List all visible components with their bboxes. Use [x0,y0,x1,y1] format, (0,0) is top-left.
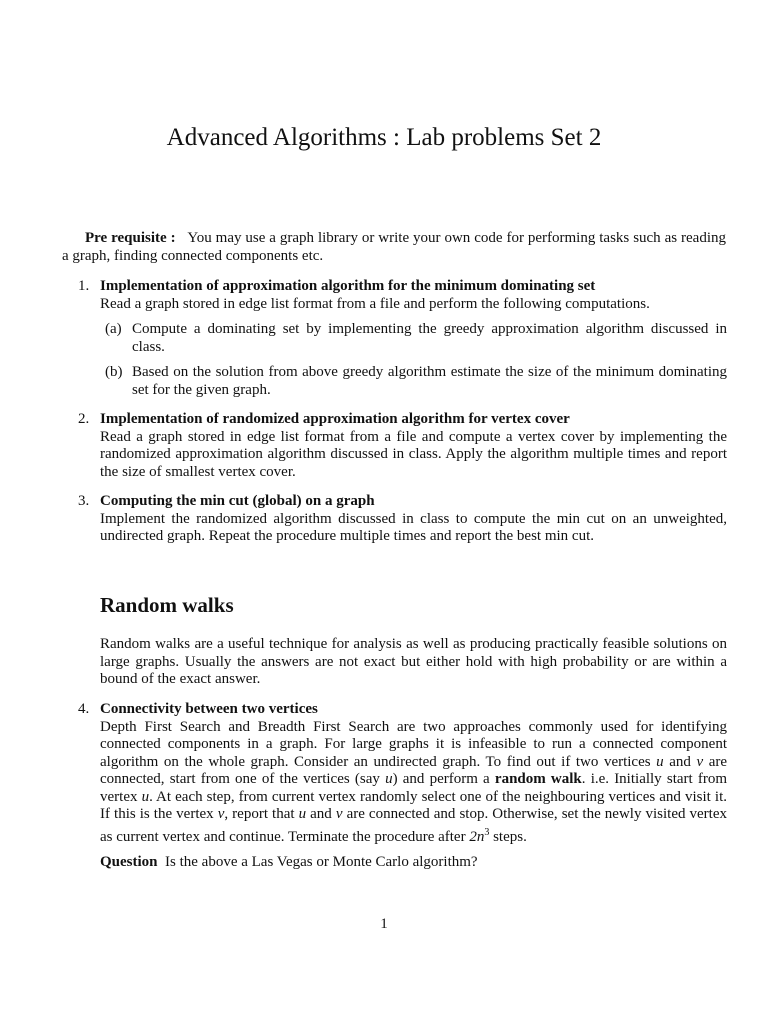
section-intro: Random walks are a useful technique for analysis as well as producing practically feasible solutions on large graphs. Usually the answers are not exact but either hold with high probability or are within a bound of the exact answer. [100,636,727,687]
subitem-a [100,321,727,356]
problem-4-and: and [310,806,332,822]
problem-4-text-part: are connected, start from one of the vertices (say [100,753,727,787]
math-var-u: u [656,753,664,770]
math-var-v: v [335,806,343,822]
problem-4-text-part: . At each step, from current vertex randomly select one of the neighbouring vertices and visit it. If this is the vertex [100,788,727,822]
page-number: 1 [380,916,388,932]
math-var-u: u [141,788,150,805]
problem-4-heading: Connectivity between two vertices [100,701,318,717]
problem-4-text-part: , report that [224,806,295,822]
math-expression-base: 2n [469,828,485,845]
problem-3-text: Implement the randomized algorithm discussed in class to compute the min cut on an unweighted, undirected graph. Repeat the procedure multiple times and report the best min cut. [100,510,727,544]
subitem-b-label: (b) [105,364,123,380]
problem-2-heading: Implementation of randomized approximation algorithm for vertex cover [100,411,570,427]
question-label: Question [100,854,158,870]
problem-4-number: 4. [78,701,90,717]
math-expression-exponent: 3 [484,826,490,838]
problem-1-text: Read a graph stored in edge list format from a file and perform the following computations. [100,295,650,312]
document-title: Advanced Algorithms : Lab problems Set 2 [166,124,602,151]
problem-4-text-part: steps. [493,828,527,845]
problem-3 [78,493,727,546]
subitem-b-text: Based on the solution from above greedy algorithm estimate the size of the minimum dominating set for the given graph. [132,364,727,398]
math-var-u: u [385,771,393,787]
subitem-a-label: (a) [105,321,122,337]
problem-2-number: 2. [78,411,90,427]
prerequisite-text: You may use a graph library or write your own code for performing tasks such as reading a graph, finding connected components etc. [62,230,727,264]
problem-4-text [100,719,727,847]
problem-4-and: and [669,753,691,770]
math-var-v: v [217,806,225,822]
problem-2-text: Read a graph stored in edge list format from a file and compute a vertex cover by implementing the randomized approximation algorithm discussed in class. Apply the algorithm multiple times and report the size of smallest vertex cover. [100,428,727,480]
problem-1-heading: Implementation of approximation algorithm for the minimum dominating set [100,278,596,294]
problem-1 [78,278,727,399]
subitem-a-text: Compute a dominating set by implementing the greedy approximation algorithm discussed in class. [132,321,727,355]
prerequisite-paragraph [62,230,726,265]
math-var-u: u [298,806,307,822]
problem-4-text-part: Depth First Search and Breadth First Search are two approaches commonly used for identifying connected components in a graph. For large graphs it is infeasible to run a connected component algorithm on the whole graph. Consider an undirected graph. To find out if two vertices [100,718,727,770]
question-line [100,854,727,872]
problem-4 [78,701,728,872]
prerequisite-label: Pre requisite : [85,230,176,246]
section-heading: Random walks [100,593,234,617]
subitem-b [100,364,727,399]
question-text: Is the above a Las Vegas or Monte Carlo algorithm? [165,854,478,870]
random-walk-term: random walk [494,771,582,787]
math-var-v: v [696,753,704,770]
problem-1-number: 1. [78,278,90,294]
problem-3-number: 3. [78,493,90,509]
problem-4-text-part: ) and perform a [392,771,490,787]
problem-4-text-part: . i.e. Initially start from vertex [100,771,728,805]
problem-4-text-part: are connected and stop. Otherwise, set the newly visited vertex as current vertex and continue. Terminate the procedure after [100,806,728,845]
math-expression [469,826,490,845]
problem-3-heading: Computing the min cut (global) on a graph [100,493,375,509]
problem-2 [78,411,727,481]
